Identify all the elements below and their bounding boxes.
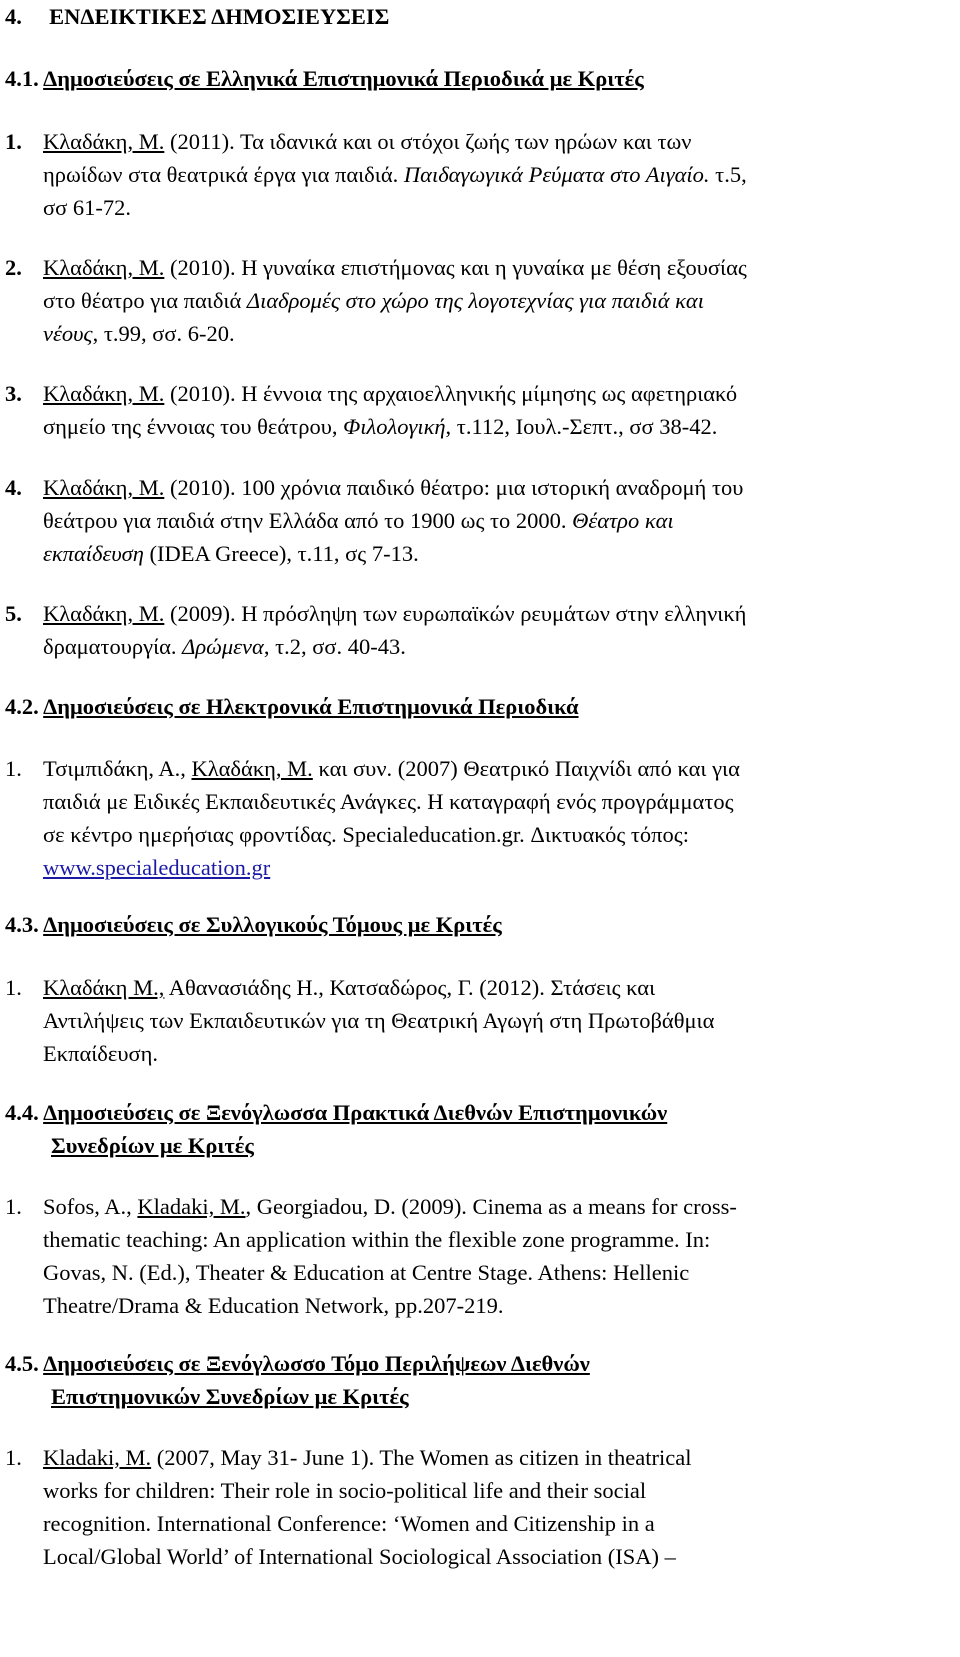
- entry-text: , Georgiadou, D. (2009). Cinema as a means for cross-: [245, 1194, 737, 1219]
- author-name: Κλαδάκη, Μ.: [43, 129, 165, 154]
- author-name: Κλαδάκη, Μ.: [43, 601, 165, 626]
- entry-text: recognition. International Conference: ‘Women and Citizenship in a: [43, 1511, 655, 1536]
- journal-title: εκπαίδευση: [43, 541, 144, 566]
- entry-text: σε κέντρο ημερήσιας φροντίδας. Specialeducation.gr. Δικτυακός τόπος:: [43, 822, 689, 847]
- entry-text: (2009). Η πρόσληψη των ευρωπαϊκών ρευμάτων στην ελληνική: [164, 601, 747, 626]
- subsection-heading-4-5: [5, 1347, 590, 1413]
- journal-title: Θέατρο και: [572, 508, 674, 533]
- entry-number: 1.: [5, 975, 22, 1000]
- subsection-number: 4.3.: [5, 912, 39, 937]
- publication-entry: [5, 251, 958, 350]
- entry-text: Αθανασιάδης Η., Κατσαδώρος, Γ. (2012). Στάσεις και: [164, 975, 656, 1000]
- entry-text: σσ 61-72.: [43, 195, 132, 220]
- entry-text: τ.5,: [709, 162, 747, 187]
- author-name: Κλαδάκη, Μ.: [191, 756, 313, 781]
- subsection-title: Δημοσιεύσεις σε Ελληνικά Επιστημονικά Περιοδικά με Κριτές: [43, 66, 644, 91]
- entry-number: 1.: [5, 1194, 22, 1219]
- subsection-heading-4-1: [5, 62, 644, 95]
- entry-number: 5.: [5, 601, 22, 626]
- subsection-title-continued: Επιστημονικών Συνεδρίων με Κριτές: [51, 1384, 409, 1409]
- entry-text: , τ.112, Ιουλ.-Σεπτ., σσ 38-42.: [445, 414, 718, 439]
- entry-text: (IDEA Greece), τ.11, σς 7-13.: [143, 541, 419, 566]
- author-name: Κλαδάκη, Μ.: [43, 381, 165, 406]
- publication-entry: [5, 1190, 958, 1322]
- author-name: Kladaki, M.: [137, 1194, 246, 1219]
- subsection-title: Δημοσιεύσεις σε Συλλογικούς Τόμους με Κριτές: [43, 912, 502, 937]
- author-name: Κλαδάκη, Μ.: [43, 255, 165, 280]
- entry-text: (2010). Η έννοια της αρχαιοελληνικής μίμησης ως αφετηριακό: [164, 381, 738, 406]
- entry-text: παιδιά με Ειδικές Εκπαιδευτικές Ανάγκες. Η καταγραφή ενός προγράμματος: [43, 789, 734, 814]
- entry-text: Εκπαίδευση.: [43, 1041, 158, 1066]
- entry-text: (2010). 100 χρόνια παιδικό θέατρο: μια ιστορική αναδρομή του: [164, 475, 744, 500]
- author-name: Kladaki, M.: [43, 1445, 152, 1470]
- entry-text: , τ.2, σσ. 40-43.: [263, 634, 406, 659]
- subsection-number: 4.1.: [5, 66, 39, 91]
- entry-number: 4.: [5, 475, 22, 500]
- entry-text: Αντιλήψεις των Εκπαιδευτικών για τη Θεατρική Αγωγή στη Πρωτοβάθμια: [43, 1008, 715, 1033]
- entry-text: Local/Global World’ of International Sociological Association (ISA) –: [43, 1544, 676, 1569]
- publication-entry: [5, 1441, 958, 1573]
- entry-number: 1.: [5, 756, 22, 781]
- journal-title: Φιλολογική: [343, 414, 446, 439]
- subsection-title: Δημοσιεύσεις σε Ηλεκτρονικά Επιστημονικά Περιοδικά: [43, 694, 579, 719]
- publication-entry: [5, 597, 958, 663]
- entry-number: 1.: [5, 1445, 22, 1470]
- subsection-number: 4.5.: [5, 1351, 39, 1376]
- subsection-number: 4.2.: [5, 694, 39, 719]
- entry-text: σημείο της έννοιας του θεάτρου,: [43, 414, 344, 439]
- publication-entry: [5, 752, 958, 884]
- entry-text: Govas, N. (Ed.), Theater & Education at Centre Stage. Athens: Hellenic: [43, 1260, 690, 1285]
- entry-text: (2011). Τα ιδανικά και οι στόχοι ζωής των ηρώων και των: [164, 129, 692, 154]
- subsection-title: Δημοσιεύσεις σε Ξενόγλωσσο Τόμο Περιλήψεων Διεθνών: [43, 1351, 590, 1376]
- author-name: Κλαδάκη, Μ.: [43, 475, 165, 500]
- subsection-heading-4-4: [5, 1096, 667, 1162]
- entry-number: 3.: [5, 381, 22, 406]
- section-title: ΕΝΔΕΙΚΤΙΚΕΣ ΔΗΜΟΣΙΕΥΣΕΙΣ: [49, 4, 390, 29]
- entry-text: works for children: Their role in socio-political life and their social: [43, 1478, 647, 1503]
- publication-entry: [5, 971, 958, 1070]
- section-number: 4.: [5, 4, 22, 29]
- entry-number: 2.: [5, 255, 22, 280]
- author-name: Κλαδάκη Μ.,: [43, 975, 165, 1000]
- subsection-title: Δημοσιεύσεις σε Ξενόγλωσσα Πρακτικά Διεθνών Επιστημονικών: [43, 1100, 668, 1125]
- entry-text: ηρωίδων στα θεατρικά έργα για παιδιά.: [43, 162, 404, 187]
- journal-title: Διαδρομές στο χώρο της λογοτεχνίας για παιδιά και: [246, 288, 704, 313]
- entry-text: δραματουργία.: [43, 634, 183, 659]
- entry-text: Sofos, A.,: [43, 1194, 138, 1219]
- journal-title: Δρώμενα: [182, 634, 264, 659]
- entry-number: 1.: [5, 129, 22, 154]
- publication-entry: [5, 377, 958, 443]
- entry-text: και συν. (2007) Θεατρικό Παιχνίδι από και για: [312, 756, 740, 781]
- publication-entry: [5, 125, 958, 224]
- journal-title: Παιδαγωγικά Ρεύματα στο Αιγαίο.: [403, 162, 710, 187]
- entry-text: θεάτρου για παιδιά στην Ελλάδα από το 1900 ως το 2000.: [43, 508, 573, 533]
- entry-text: στο θέατρο για παιδιά: [43, 288, 247, 313]
- subsection-heading-4-2: [5, 690, 579, 723]
- subsection-title-continued: Συνεδρίων με Κριτές: [51, 1133, 254, 1158]
- subsection-heading-4-3: [5, 908, 502, 941]
- website-link[interactable]: www.specialeducation.gr: [43, 855, 271, 880]
- publication-entry: [5, 471, 958, 570]
- entry-text: (2007, May 31- June 1). The Women as citizen in theatrical: [151, 1445, 692, 1470]
- entry-text: (2010). Η γυναίκα επιστήμονας και η γυναίκα με θέση εξουσίας: [164, 255, 747, 280]
- entry-text: Theatre/Drama & Education Network, pp.207-219.: [43, 1293, 504, 1318]
- entry-text: thematic teaching: An application within the flexible zone programme. In:: [43, 1227, 711, 1252]
- section-heading: [5, 0, 389, 33]
- entry-text: , τ.99, σσ. 6-20.: [92, 321, 235, 346]
- entry-text: Τσιμπιδάκη, Α.,: [43, 756, 192, 781]
- subsection-number: 4.4.: [5, 1100, 39, 1125]
- journal-title: νέους: [43, 321, 93, 346]
